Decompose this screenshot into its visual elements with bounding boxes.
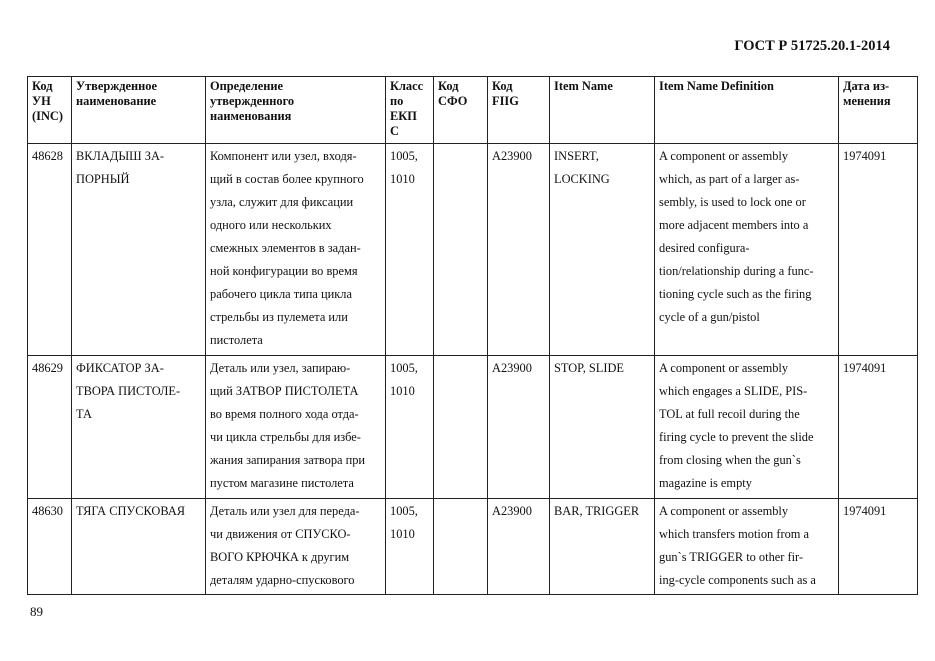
- col-header-item-definition: Item Name Definition: [655, 77, 839, 144]
- cell-definition: Деталь или узел для переда- чи движения от СПУСКО- ВОГО КРЮЧКА к другим деталям ударно-спускового: [206, 499, 386, 595]
- cell-date: 1974091: [839, 356, 918, 499]
- col-header-sfo: Код СФО: [434, 77, 488, 144]
- cell-item-definition: A component or assembly which transfers motion from a gun`s TRIGGER to other fir- ing-cycle components such as a: [655, 499, 839, 595]
- document-code: ГОСТ Р 51725.20.1-2014: [734, 38, 890, 54]
- page-number: 89: [30, 604, 43, 619]
- table-row: [28, 144, 918, 356]
- cell-approved-name: ТЯГА СПУСКОВАЯ: [72, 499, 206, 595]
- cell-item-definition: A component or assembly which, as part of a larger as- sembly, is used to lock one or more adjacent members into a desired configura- tion/relationship during a func- tioning cycle such as the firing cycle of a gun/pistol: [655, 144, 839, 356]
- table-header-row: [28, 77, 918, 144]
- cell-inc: 48630: [28, 499, 72, 595]
- col-header-definition: Определение утвержденного наименования: [206, 77, 386, 144]
- cell-sfo: [434, 356, 488, 499]
- cell-date: 1974091: [839, 144, 918, 356]
- col-header-fiig: Код FIIG: [488, 77, 550, 144]
- cell-class: 1005, 1010: [386, 356, 434, 499]
- col-header-class: Класс по ЕКП С: [386, 77, 434, 144]
- cell-date: 1974091: [839, 499, 918, 595]
- cell-definition: Деталь или узел, запираю- щий ЗАТВОР ПИСТОЛЕТА во время полного хода отда- чи цикла стрельбы для избе- жания запирания затвора при пустом магазине пистолета: [206, 356, 386, 499]
- cell-sfo: [434, 144, 488, 356]
- col-header-inc: Код УН (INC): [28, 77, 72, 144]
- cell-class: 1005, 1010: [386, 499, 434, 595]
- col-header-date: Дата из- менения: [839, 77, 918, 144]
- cell-item-name: BAR, TRIGGER: [550, 499, 655, 595]
- cell-item-name: STOP, SLIDE: [550, 356, 655, 499]
- cell-inc: 48628: [28, 144, 72, 356]
- col-header-approved-name: Утвержденное наименование: [72, 77, 206, 144]
- cell-fiig: A23900: [488, 356, 550, 499]
- cell-sfo: [434, 499, 488, 595]
- cell-approved-name: ФИКСАТОР ЗА- ТВОРА ПИСТОЛЕ- ТА: [72, 356, 206, 499]
- cell-fiig: A23900: [488, 144, 550, 356]
- cell-approved-name: ВКЛАДЫШ ЗА- ПОРНЫЙ: [72, 144, 206, 356]
- cell-item-definition: A component or assembly which engages a SLIDE, PIS- TOL at full recoil during the firing cycle to prevent the slide from closing when the gun`s magazine is empty: [655, 356, 839, 499]
- cell-fiig: A23900: [488, 499, 550, 595]
- cell-item-name: INSERT, LOCKING: [550, 144, 655, 356]
- cell-definition: Компонент или узел, входя- щий в состав более крупного узла, служит для фиксации одного или нескольких смежных элементов в задан- ной конфигурации во время рабочего цикла типа цикла стрельбы из пулемета или пистолета: [206, 144, 386, 356]
- cell-class: 1005, 1010: [386, 144, 434, 356]
- cell-inc: 48629: [28, 356, 72, 499]
- col-header-item-name: Item Name: [550, 77, 655, 144]
- table-row: [28, 356, 918, 499]
- nomenclature-table: [27, 76, 918, 595]
- table-row: [28, 499, 918, 595]
